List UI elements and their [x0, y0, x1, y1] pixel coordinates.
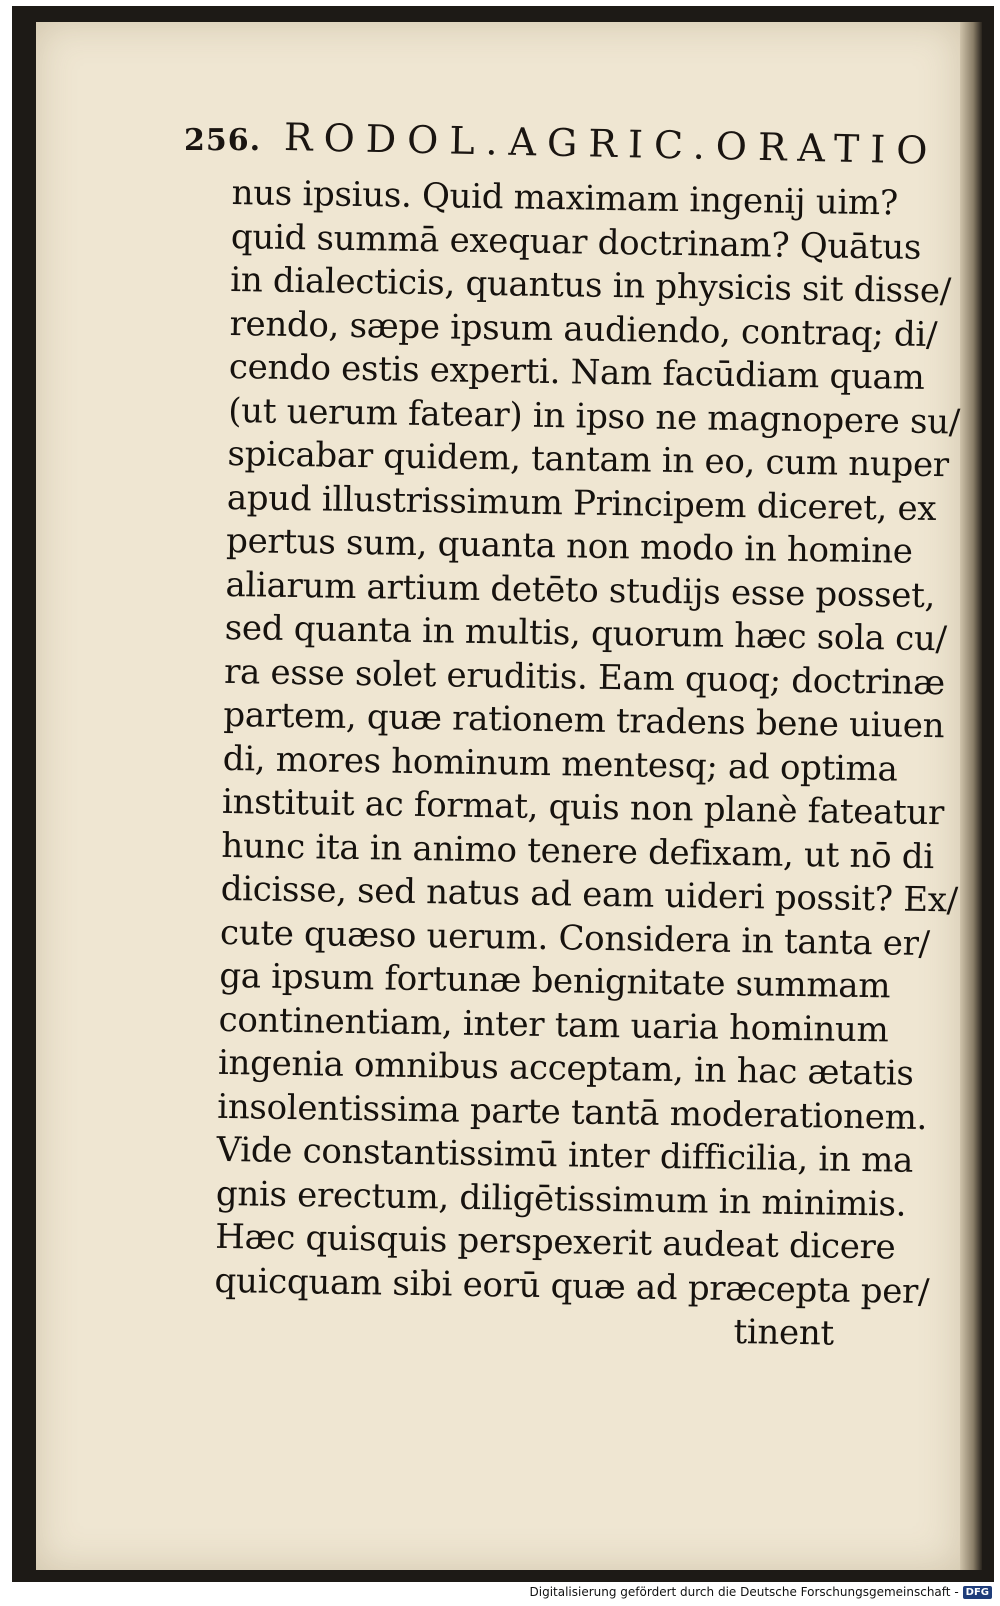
text-line: Vide constantissimū inter difficilia, in ma	[216, 1129, 914, 1181]
dfg-logo: DFG	[963, 1586, 992, 1599]
text-line: rendo, sæpe ipsum audiendo, contraq; di/	[229, 303, 938, 355]
text-line: partem, quæ rationem tradens bene uiuen	[223, 694, 945, 747]
text-line: cendo estis experti. Nam facūdiam quam	[228, 346, 925, 398]
text-line: aliarum artium detēto studijs esse posset,	[225, 564, 936, 616]
text-line: gnis erectum, diligētissimum in minimis.	[215, 1173, 907, 1225]
text-line: dicisse, sed natus ad eam uideri possit? Ex/	[220, 868, 959, 921]
text-line: sed quanta in multis, quorum hæc sola cu/	[224, 607, 947, 660]
text-line: di, mores hominum mentesq; ad optima	[222, 738, 898, 790]
page-number: 256.	[184, 123, 262, 158]
text-block	[214, 172, 961, 1357]
text-line: in dialecticis, quantus in physicis sit disse/	[229, 259, 952, 312]
text-line: Hæc quisquis perspexerit audeat dicere	[214, 1216, 896, 1268]
text-line: spicabar quidem, tantam in eo, cum nuper	[227, 433, 950, 486]
text-line: ga ipsum fortunæ benignitate summam	[219, 955, 891, 1007]
running-title: RODOL.AGRIC.ORATIO	[283, 115, 939, 173]
text-line: apud illustrissimum Principem diceret, ex	[226, 477, 937, 529]
text-line: hunc ita in animo tenere defixam, ut nō di	[221, 825, 935, 877]
text-line: instituit ac format, quis non planè fateatur	[221, 781, 945, 834]
text-line: (ut uerum fatear) in ipso ne magnopere su/	[227, 390, 961, 442]
page-edge	[960, 22, 982, 1570]
text-line: cute quæso uerum. Considera in tanta er/	[219, 912, 931, 964]
text-line: ra esse solet eruditis. Eam quoq; doctrinæ	[223, 651, 946, 703]
text-line: nus ipsius. Quid maximam ingenij uim?	[231, 172, 899, 224]
footer-text: Digitalisierung gefördert durch die Deutsche Forschungsgemeinschaft -	[529, 1585, 959, 1599]
running-head	[184, 115, 939, 173]
text-line: pertus sum, quanta non modo in homine	[225, 520, 913, 572]
text-line: quicquam sibi eorū quæ ad præcepta per/	[214, 1260, 930, 1312]
catchword: tinent	[733, 1312, 835, 1354]
footer-credit	[530, 1582, 993, 1602]
text-line: continentiam, inter tam uaria hominum	[218, 999, 889, 1050]
text-line: quid summā exequar doctrinam? Quātus	[230, 216, 922, 268]
text-line: ingenia omnibus acceptam, in hac ætatis	[217, 1042, 914, 1094]
text-line: insolentissima parte tantā moderationem.	[217, 1086, 928, 1138]
